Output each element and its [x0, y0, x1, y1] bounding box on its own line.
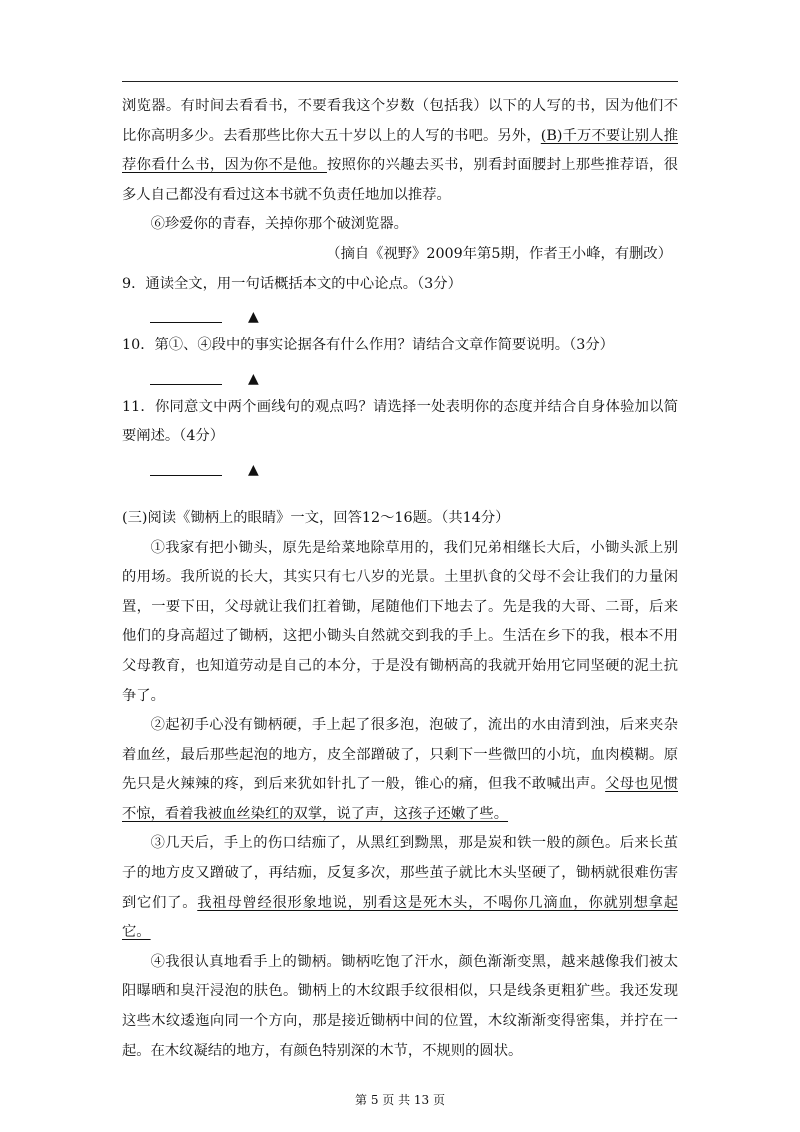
question-10: 10．第①、④段中的事实论据各有什么作用？请结合文章作简要说明。（3分）	[122, 337, 614, 354]
header-rule	[122, 81, 678, 82]
source-citation: （摘自《视野》2009年第5期，作者王小峰，有删改）	[326, 245, 672, 262]
paragraph-continued: 浏览器。有时间去看看书，不要看我这个岁数（包括我）以下的人写的书，因为他们不比你高明多少。去看那些比你大五十岁以上的人写的书吧。另外，(B)千万不要让别人推荐你看什么书，因为你不是他。按照你的兴趣去买书，别看封面腰封上那些推荐语，很多人自己都没有看过这本书就不负责任地加以推荐。	[122, 98, 678, 203]
page-footer: 第 5 页 共 13 页	[355, 1093, 445, 1107]
question-9: 9．通读全文，用一句话概括本文的中心论点。（3分）	[122, 275, 462, 292]
page-content	[122, 92, 678, 1066]
section-3-heading: (三)阅读《锄柄上的眼睛》一文，回答12～16题。（共14分）	[122, 509, 510, 526]
underlined-sentence-b: (B)千万不要让别人推荐你看什么书，因为你不是他。	[122, 127, 678, 174]
paragraph-4: ④我很认真地看手上的锄柄。锄柄吃饱了汗水，颜色渐渐变黑，越来越像我们被太阳曝晒和臭汗浸泡的肤色。锄柄上的木纹跟手纹很相似，只是线条更粗犷些。我还发现这些木纹逶迤向同一个方向，那是接近锄柄中间的位置，木纹渐渐变得密集，并拧在一起。在木纹凝结的地方，有颜色特别深的木节，不规则的圆状。	[122, 953, 678, 1059]
answer-blank-10[interactable]	[150, 365, 678, 389]
paragraph-3: ③几天后，手上的伤口结痂了，从黑红到黝黑，那是炭和铁一般的颜色。后来长茧子的地方皮又蹭破了，再结痂，反复多次，那些茧子就比木头坚硬了，锄柄就很难伤害到它们了。我祖母曾经很形象地说，别看这是死木头，不喝你几滴血，你就别想拿起它。	[122, 835, 679, 941]
underlined-sentence: 父母也见惯不惊，看着我被血丝染红的双掌，说了声，这孩子还嫩了些。	[122, 776, 678, 822]
answer-blank-9[interactable]	[150, 303, 678, 327]
paragraph-2: ②起初手心没有锄柄硬，手上起了很多泡，泡破了，流出的水由清到浊，后来夹杂着血丝，最后那些起泡的地方，皮全部蹭破了，只剩下一些微凹的小坑，血肉模糊。原先只是火辣辣的疼，到后来犹如针扎了一般，锥心的痛，但我不敢喊出声。父母也见惯不惊，看着我被血丝染红的双掌，说了声，这孩子还嫩了些。	[122, 717, 678, 822]
paragraph-6: ⑥珍爱你的青春，关掉你那个破浏览器。	[150, 216, 408, 233]
triangle-icon: ▲	[248, 461, 259, 478]
question-11: 11．你同意文中两个画线句的观点吗？请选择一处表明你的态度并结合自身体验加以简要阐述。（4分）	[122, 398, 678, 445]
triangle-icon: ▲	[248, 370, 259, 387]
paragraph-1: ①我家有把小锄头，原先是给菜地除草用的，我们兄弟相继长大后，小锄头派上别的用场。我所说的长大，其实只有七八岁的光景。土里扒食的父母不会让我们的力量闲置，一要下田，父母就让我们扛着锄，尾随他们下地去了。先是我的大哥、二哥，后来他们的身高超过了锄柄，这把小锄头自然就交到我的手上。生活在乡下的我，根本不用父母教育，也知道劳动是自己的本分，于是没有锄柄高的我就开始用它同坚硬的泥土抗争了。	[122, 539, 678, 704]
answer-blank-11[interactable]	[150, 456, 678, 480]
underlined-sentence: 我祖母曾经很形象地说，别看这是死木头，不喝你几滴血，你就别想拿起它。	[122, 894, 679, 941]
triangle-icon: ▲	[248, 309, 259, 326]
